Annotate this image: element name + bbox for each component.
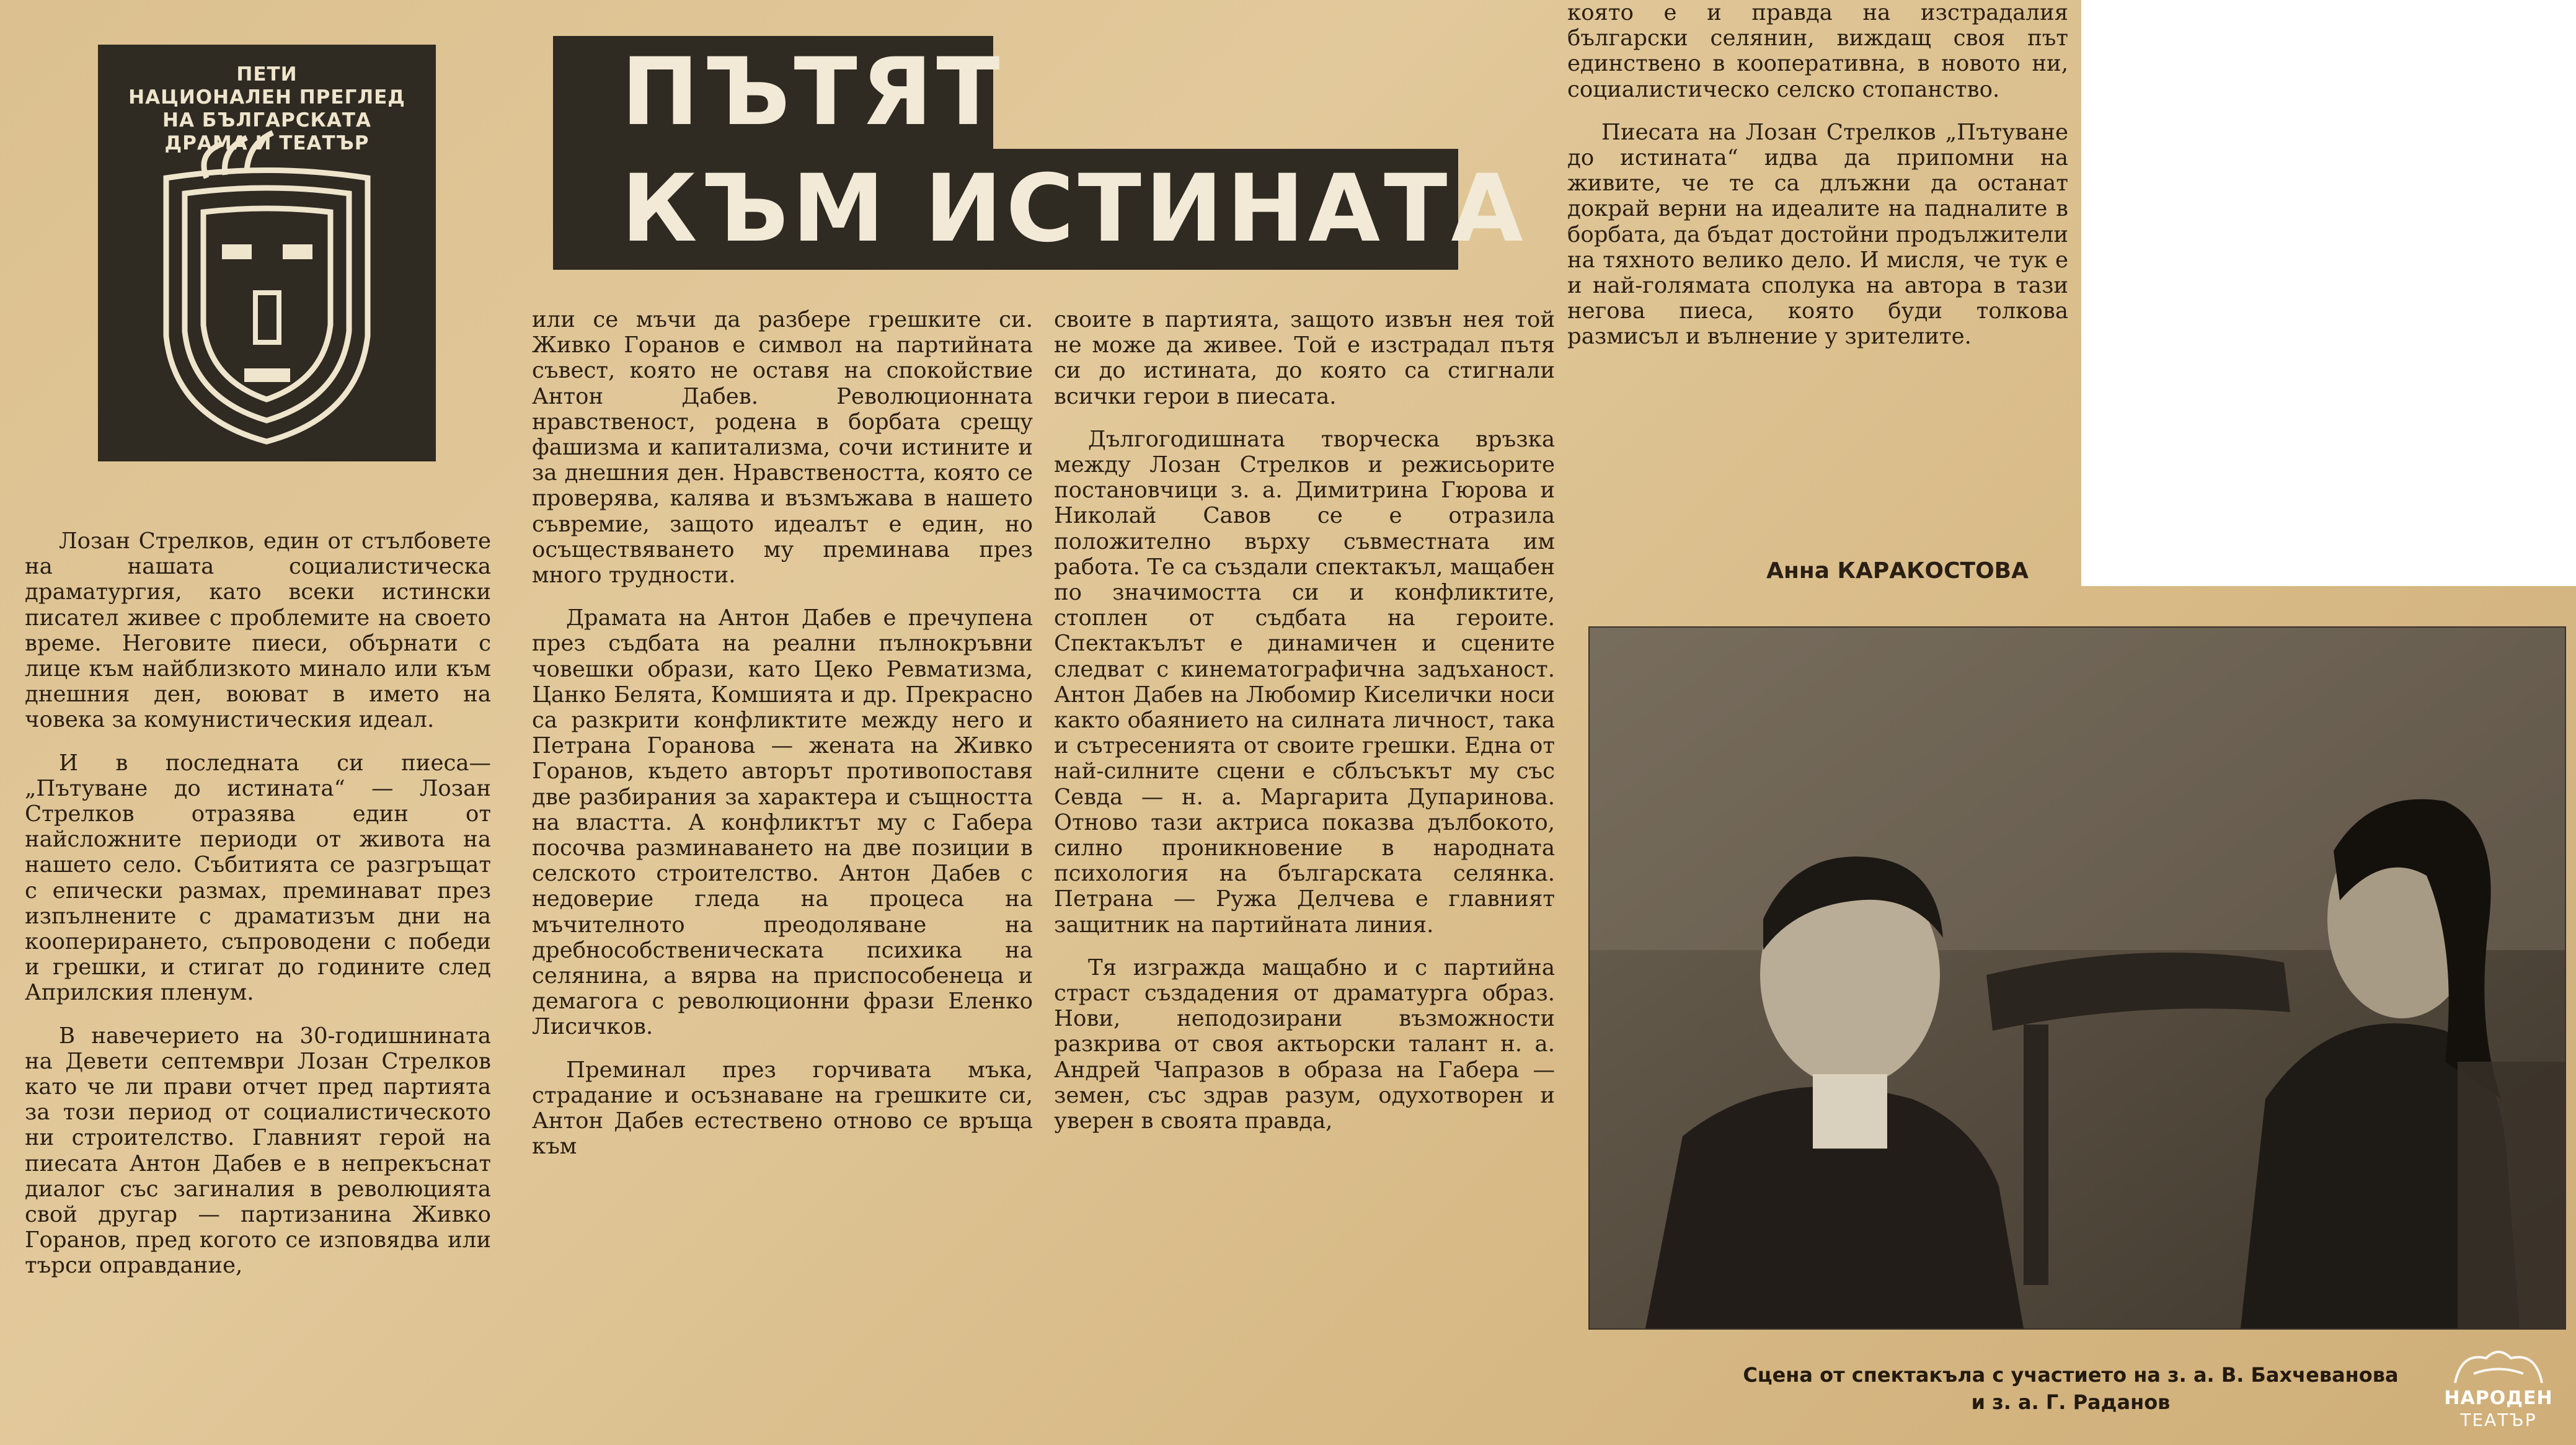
- scene-photo: [1588, 626, 2566, 1330]
- page-background-corner: [2081, 0, 2576, 586]
- national-theatre-logo: [2437, 1340, 2561, 1439]
- paragraph: В навечерието на 30-годишнината на Девети септември Лозан Стрелков като че ли прави отчет пред партията за този период от социалистическото ни строителство. Главният герой на пиесата Антон Дабев е в непрекъснат диалог със загиналия в революцията свой другар — партизанина Живко Горанов, пред когото се изповядва или търси оправдание,: [25, 1023, 491, 1279]
- paragraph: И в последната си пиеса—„Пътуване до истината“ — Лозан Стрелков отразява един от найсложните периоди от живота на нашето село. Събитията се разгръщат с епически размах, преминават през изпълнените с драматизъм дни на кооперирането, съпроводени с победи и грешки, и стигат до годините след Априлския пленум.: [25, 750, 491, 1006]
- article-column-2: [532, 307, 1033, 1160]
- article-column-1: [25, 528, 491, 1279]
- article-column-4: [1567, 0, 2068, 350]
- paragraph: Тя изгражда мащабно и с партийна страст създадения от драматурга образ. Нови, неподозирани възможности разкрива от своя актьорски талант н. а. Андрей Чапразов в образа на Габера — земен, със здрав разум, одухотворен и уверен в своята правда,: [1054, 954, 1555, 1134]
- photo-caption: [1569, 1361, 2573, 1416]
- paragraph: Пиесата на Лозан Стрелков „Пътуване до истината“ идва да припомни на живите, че те са длъжни да останат докрай верни на идеалите на падналите в борбата, да бъдат достойни продължители на тяхното велико дело. И мисля, че тук е и най-голямата сполука на автора в тази негова пиеса, която буди толкова размисъл и вълнение у зрителите.: [1567, 119, 2068, 350]
- author-byline: Анна КАРАКОСТОВА: [1766, 558, 2029, 584]
- caption-line: Сцена от спектакъла с участието на з. а. В. Бахчеванова: [1743, 1363, 2399, 1387]
- scene-photo-image: [1590, 628, 2565, 1328]
- logo-text-line-1: НАРОДЕН: [2444, 1387, 2553, 1409]
- headline-line-2: КЪМ ИСТИНАТА: [553, 149, 1458, 270]
- article-column-3: [1054, 307, 1555, 1134]
- theatre-mask-icon: [98, 45, 436, 461]
- paragraph: която е и правда на изстрадалия български селянин, виждащ своя път единствено в кооперативна, в новото ни, социалистическо селско стопанство.: [1567, 0, 2068, 102]
- caption-line: и з. а. Г. Раданов: [1971, 1390, 2171, 1414]
- headline-line-1: ПЪТЯТ: [553, 36, 993, 149]
- paragraph: или се мъчи да разбере грешките си. Живко Горанов е символ на партийната съвест, която не оставя на спокойствие Антон Дабев. Революционната нравственост, родена в борбата срещу фашизма и капитализма, сочи истините и за днешния ден. Нравствеността, която се проверява, калява и възмъжава в нашето съвремие, защото идеалът е един, но осъществяването му преминава през много трудности.: [532, 307, 1033, 589]
- logo-text-line-2: ТЕАТЪР: [2460, 1410, 2537, 1430]
- emblem-line: НАЦИОНАЛЕН ПРЕГЛЕД: [128, 86, 405, 109]
- festival-emblem: [98, 45, 436, 461]
- paragraph: Преминал през горчивата мъка, страдание и осъзнаване на грешките си, Антон Дабев естествено отново се връща към: [532, 1057, 1033, 1160]
- emblem-line: ПЕТИ: [236, 63, 298, 86]
- emblem-line: НА БЪЛГАРСКАТА: [162, 109, 371, 131]
- paragraph: своите в партията, защото извън нея той не може да живее. Той е изстрадал пътя си до истината, до която са стигнали всички герои в пиесата.: [1054, 307, 1555, 409]
- paragraph: Лозан Стрелков, един от стълбовете на нашата социалистическа драматургия, като всеки истински писател живее с проблемите на своето време. Неговите пиеси, обърнати с лице към найблизкото минало или към днешния ден, воюват в името на човека за комунистическия идеал.: [25, 528, 491, 733]
- emblem-line: ДРАМА И ТЕАТЪР: [164, 132, 370, 154]
- paragraph: Драмата на Антон Дабев е пречупена през съдбата на реални пълнокръвни човешки образи, като Цеко Ревматизма, Цанко Белята, Комшията и др. Прекрасно са разкрити конфликтите между него и Петрана Горанова — жената на Живко Горанов, където авторът противопоставя две разбирания за характера и същността на властта. А конфликтът му с Габера посочва разминаването на две позиции в селското строителство. Антон Дабев с недоверие гледа на процеса на мъчителното преодоляване на дребнособственическата психика на селянина, а вярва на приспособенеца и демагога с революционни фрази Еленко Лисичков.: [532, 605, 1033, 1040]
- paragraph: Дългогодишната творческа връзка между Лозан Стрелков и режисьорите постановчици з. а. Димитрина Гюрова и Николай Савов се е отразила положително върху съвместната им работа. Те са създали спектакъл, мащабен по значимостта си и конфликтите, стоплен от съдбата на героите. Спектакълът е динамичен и сцените следват с кинематографична задъханост. Антон Дабев на Любомир Киселички носи както обаянието на силната личност, така и сътресенията от своите грешки. Една от най-силните сцени е сблъсъкът му със Севда — н. а. Маргарита Дупаринова. Отново тази актриса показва дълбокото, силно проникновение в народната психология на българската селянка. Петрана — Ружа Делчева е главният защитник на партийната линия.: [1054, 426, 1555, 938]
